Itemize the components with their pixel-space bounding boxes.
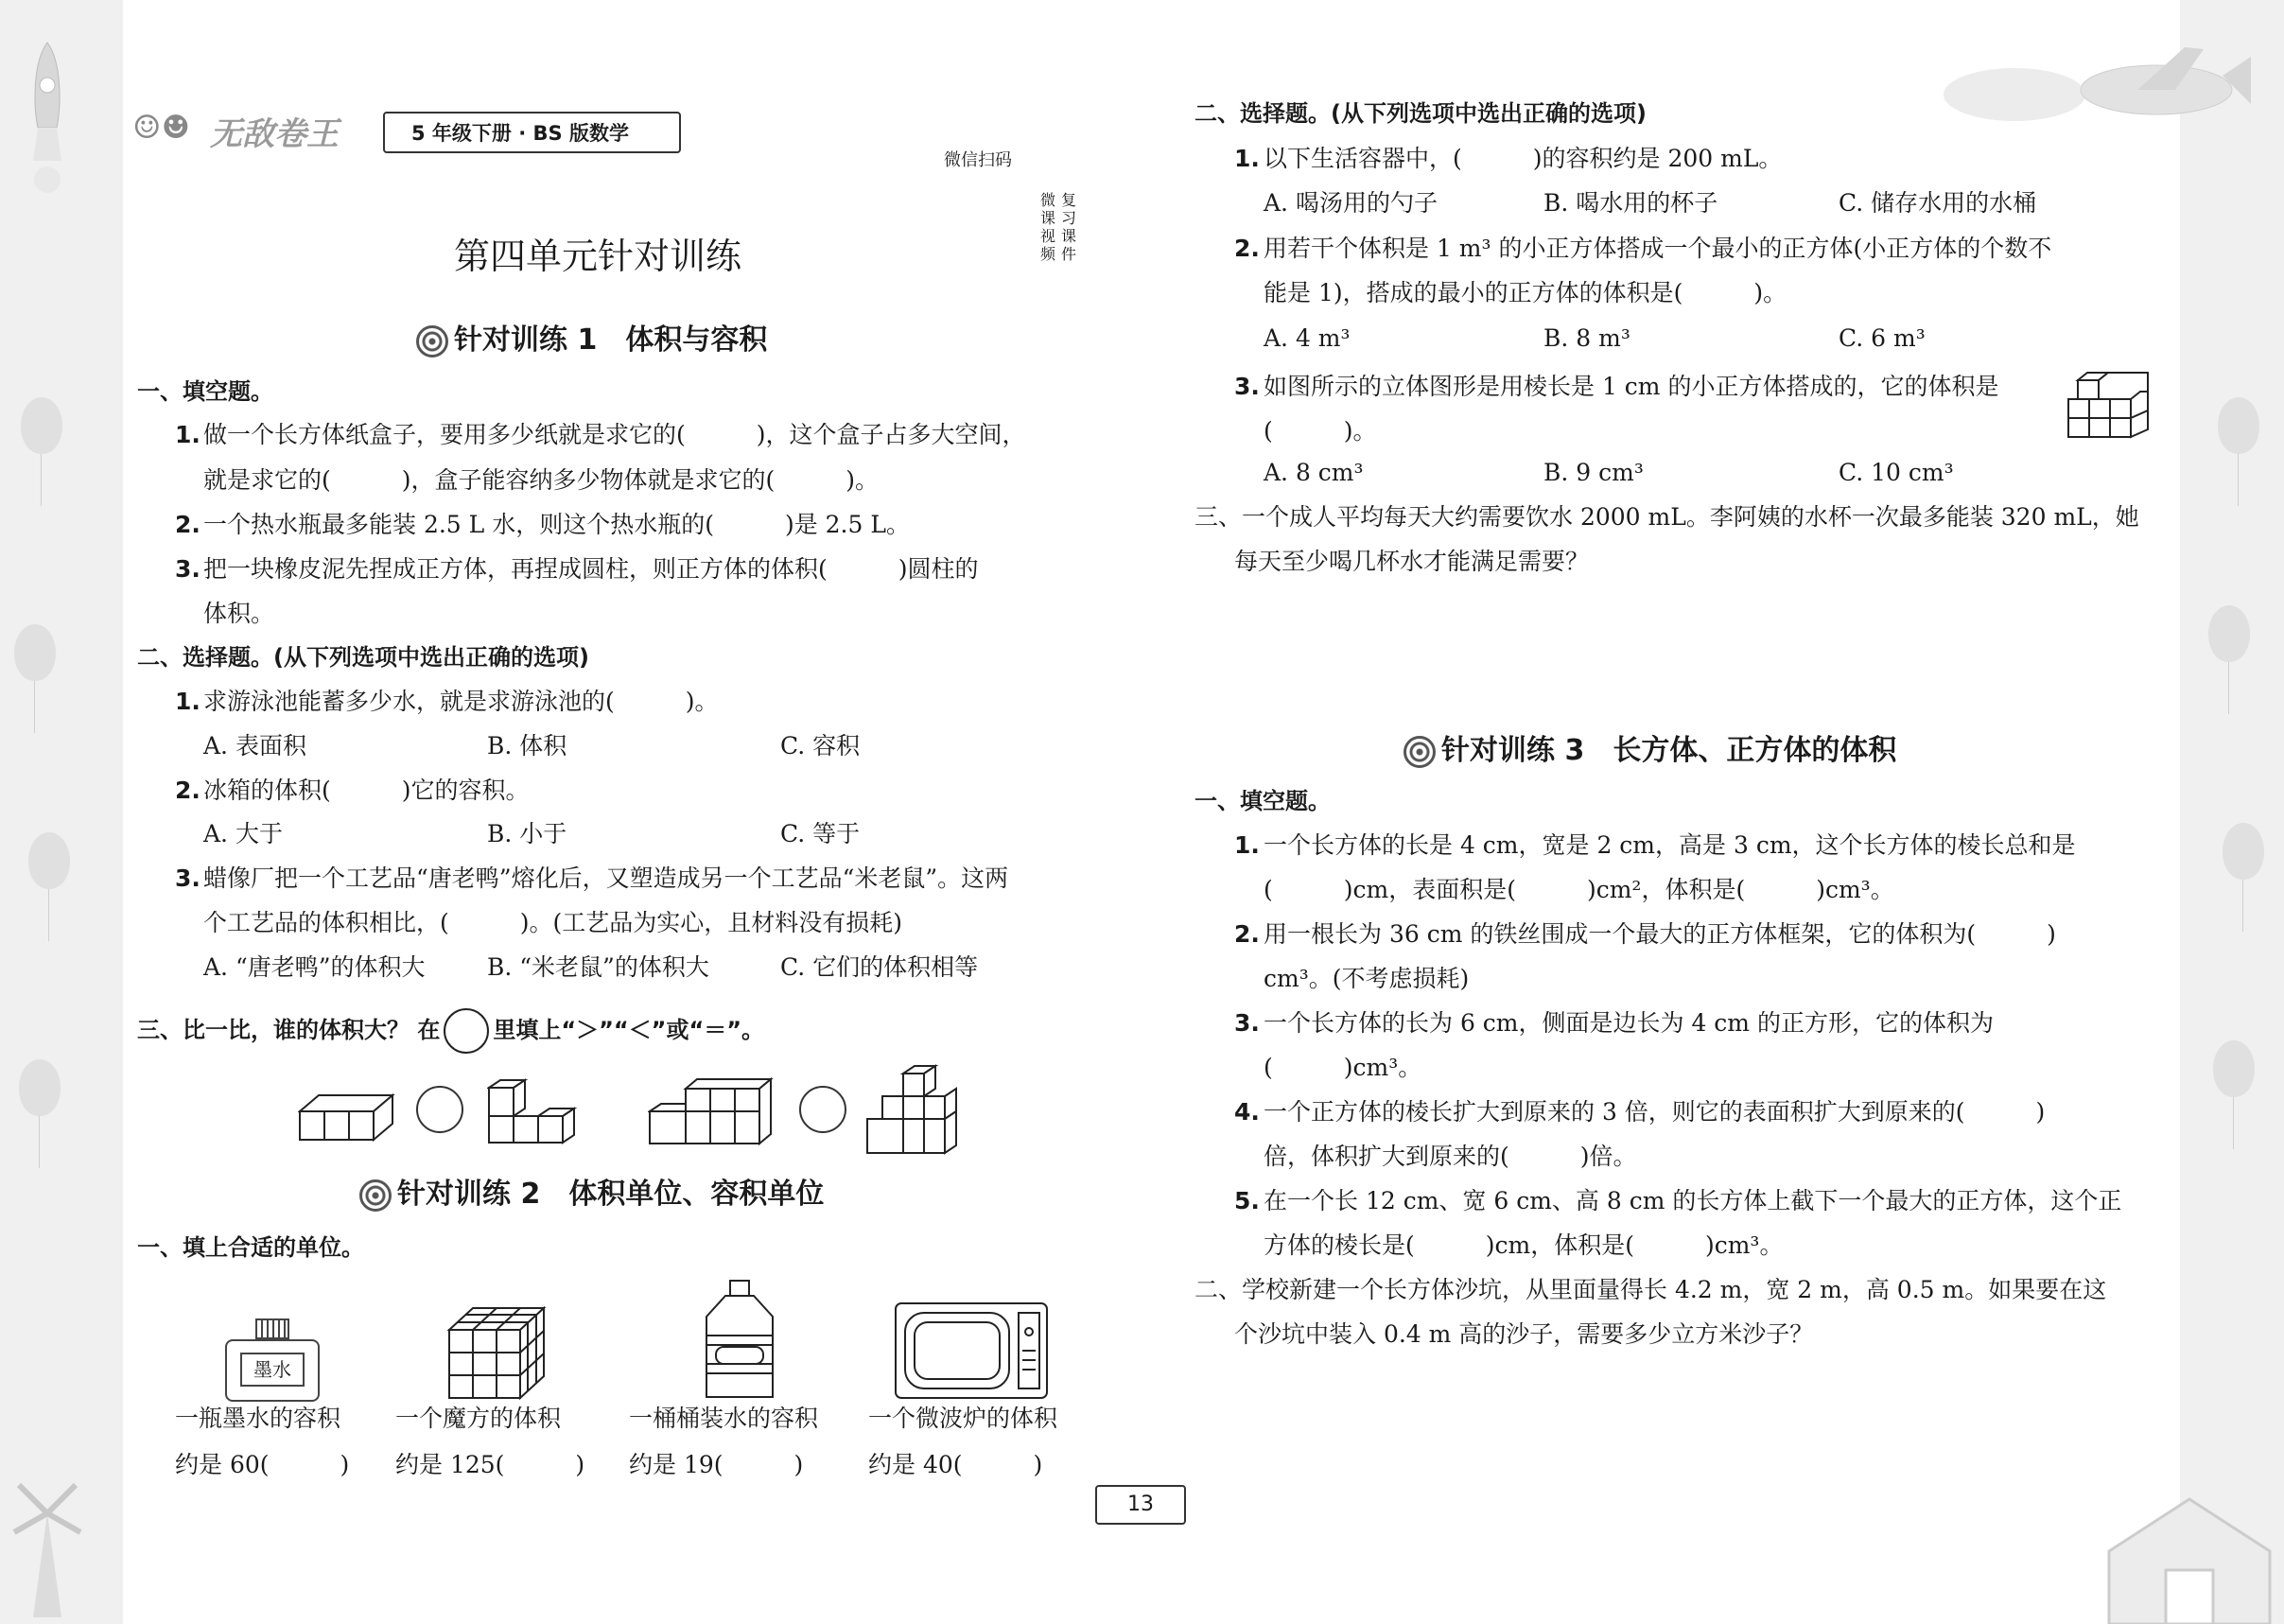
question-number: 2. bbox=[175, 511, 201, 538]
section-title-text: 针对训练 1 体积与容积 bbox=[454, 323, 768, 357]
brand-logo bbox=[132, 104, 378, 151]
question-text: 就是求它的( )，盒子能容纳多少物体就是求它的( )。 bbox=[203, 466, 880, 494]
fill-blank-heading: 一、填空题。 bbox=[1194, 788, 1331, 814]
rocket-icon bbox=[19, 38, 76, 199]
item-label: 约是 19( ) bbox=[629, 1451, 804, 1478]
word-problem-text: 每天至少喝几杯水才能满足需要？ bbox=[1234, 548, 1590, 575]
answer-circle[interactable] bbox=[799, 1086, 846, 1133]
question-number: 4. bbox=[1234, 1098, 1260, 1126]
question-text: 一个长方体的长为 6 cm，侧面是边长为 4 cm 的正方形，它的体积为 bbox=[1264, 1009, 1994, 1037]
balloon-icon bbox=[28, 832, 70, 889]
question-number: 1. bbox=[1234, 831, 1260, 859]
question-text: 用一根长为 36 cm 的铁丝围成一个最大的正方体框架，它的体积为( ) bbox=[1264, 920, 2056, 948]
question-text: cm³。(不考虑损耗) bbox=[1264, 965, 1470, 992]
option-c: C. 它们的体积相等 bbox=[780, 953, 979, 981]
option-a: A. “唐老鸭”的体积大 bbox=[203, 953, 426, 981]
option-b: B. 喝水用的杯子 bbox=[1543, 189, 1718, 217]
left-decoration-strip bbox=[0, 0, 123, 1624]
stacked-cubes-figure bbox=[2066, 369, 2152, 440]
page-number: 13 bbox=[1127, 1493, 1154, 1516]
balloon-icon bbox=[19, 1059, 61, 1116]
question-number: 3. bbox=[1234, 373, 1260, 400]
cube-figure-3 bbox=[648, 1075, 780, 1149]
section-title-text: 针对训练 3 长方体、正方体的体积 bbox=[1441, 734, 1897, 767]
question-text: 倍，体积扩大到原来的( )倍。 bbox=[1264, 1143, 1637, 1170]
question-number: 2. bbox=[175, 777, 201, 804]
option-c: C. 容积 bbox=[780, 732, 861, 760]
item-label: 一个微波炉的体积 bbox=[868, 1405, 1058, 1432]
option-a: A. 大于 bbox=[203, 820, 283, 847]
question-number: 3. bbox=[175, 555, 201, 583]
balloon-icon bbox=[2223, 823, 2264, 880]
balloon-icon bbox=[21, 397, 62, 454]
option-b: B. 体积 bbox=[487, 732, 567, 760]
rubiks-cube-icon bbox=[445, 1303, 549, 1403]
windmill-icon bbox=[9, 1476, 113, 1617]
cube-figure-2 bbox=[487, 1078, 582, 1146]
units-heading: 一、填上合适的单位。 bbox=[137, 1234, 364, 1261]
option-c: C. 10 cm³ bbox=[1839, 459, 1954, 486]
answer-circle[interactable] bbox=[416, 1086, 463, 1133]
compare-circle-icon bbox=[444, 1008, 489, 1054]
question-text: 如图所示的立体图形是用棱长是 1 cm 的小正方体搭成的，它的体积是 bbox=[1264, 373, 1999, 400]
page-number-badge bbox=[1095, 1485, 1186, 1525]
cube-figure-1 bbox=[298, 1088, 397, 1144]
brand-name: 无敌卷王 bbox=[210, 115, 339, 153]
question-text: 体积。 bbox=[203, 600, 275, 627]
question-text: 在一个长 12 cm、宽 6 cm、高 8 cm 的长方体上截下一个最大的正方体，这个正 bbox=[1264, 1187, 2122, 1214]
question-number: 2. bbox=[1234, 920, 1260, 948]
question-text: 求游泳池能蓄多少水，就是求游泳池的( )。 bbox=[203, 688, 719, 715]
option-c: C. 等于 bbox=[780, 820, 861, 847]
barn-icon bbox=[2100, 1494, 2279, 1624]
option-b: B. 8 m³ bbox=[1543, 324, 1630, 352]
word-problem-text: 三、一个成人平均每天大约需要饮水 2000 mL。李阿姨的水杯一次最多能装 320 mL，她 bbox=[1194, 503, 2139, 531]
section-title-2 bbox=[359, 1170, 824, 1212]
option-b: B. 9 cm³ bbox=[1543, 459, 1644, 486]
question-text: 个工艺品的体积相比，( )。(工艺品为实心，且材料没有损耗) bbox=[203, 909, 903, 936]
balloon-icon bbox=[2213, 1040, 2255, 1097]
microwave-icon bbox=[894, 1298, 1055, 1404]
wechat-scan-label: 微信扫码 bbox=[944, 150, 1012, 170]
question-number: 1. bbox=[1234, 145, 1260, 172]
question-text: 冰箱的体积( )它的容积。 bbox=[203, 777, 530, 804]
question-text: ( )。 bbox=[1264, 417, 1377, 445]
option-c: C. 储存水用的水桶 bbox=[1839, 189, 2037, 217]
balloon-icon bbox=[2208, 605, 2250, 662]
question-number: 5. bbox=[1234, 1187, 1260, 1214]
item-label: 约是 125( ) bbox=[395, 1451, 585, 1478]
option-a: A. 表面积 bbox=[203, 732, 306, 760]
ink-label: 墨水 bbox=[240, 1353, 305, 1387]
item-label: 一桶桶装水的容积 bbox=[629, 1405, 819, 1432]
question-text: 以下生活容器中，( )的容积约是 200 mL。 bbox=[1264, 145, 1783, 172]
right-decoration-strip bbox=[2180, 0, 2284, 1624]
section-title-text: 针对训练 2 体积单位、容积单位 bbox=[397, 1178, 825, 1211]
airplane-icon bbox=[1939, 38, 2260, 151]
item-label: 一个魔方的体积 bbox=[395, 1405, 562, 1432]
choice-heading: 二、选择题。(从下列选项中选出正确的选项) bbox=[1194, 100, 1647, 127]
question-text: 一个热水瓶最多能装 2.5 L 水，则这个热水瓶的( )是 2.5 L。 bbox=[203, 511, 910, 538]
choice-heading: 二、选择题。(从下列选项中选出正确的选项) bbox=[137, 644, 589, 671]
water-jug-icon bbox=[697, 1279, 782, 1404]
target-icon bbox=[1404, 736, 1436, 768]
question-text: 蜡像厂把一个工艺品“唐老鸭”熔化后，又塑造成另一个工艺品“米老鼠”。这两 bbox=[203, 864, 1009, 892]
page-title: 第四单元针对训练 bbox=[454, 236, 742, 277]
option-a: A. 8 cm³ bbox=[1264, 459, 1364, 486]
compare-heading bbox=[137, 1008, 764, 1054]
word-problem-text: 二、学校新建一个长方体沙坑，从里面量得长 4.2 m，宽 2 m，高 0.5 m。如果要在这 bbox=[1194, 1276, 2107, 1303]
question-text: ( )cm，表面积是( )cm²，体积是( )cm³。 bbox=[1264, 876, 1894, 903]
question-number: 3. bbox=[1234, 1009, 1260, 1037]
question-number: 2. bbox=[1234, 235, 1260, 262]
question-text: 一个正方体的棱长扩大到原来的 3 倍，则它的表面积扩大到原来的( ) bbox=[1264, 1098, 2046, 1126]
grade-banner bbox=[383, 112, 681, 153]
cube-figure-4 bbox=[865, 1064, 969, 1159]
target-icon bbox=[359, 1179, 392, 1212]
question-text: 方体的棱长是( )cm，体积是( )cm³。 bbox=[1264, 1231, 1784, 1259]
review-files-label: 复习课件 bbox=[1061, 191, 1077, 263]
question-text: 做一个长方体纸盒子，要用多少纸就是求它的( )，这个盒子占多大空间， bbox=[203, 421, 1026, 448]
balloon-icon bbox=[14, 624, 56, 681]
option-a: A. 4 m³ bbox=[1264, 324, 1351, 352]
grade-label: 5 年级下册 · BS 版数学 bbox=[411, 122, 629, 145]
question-number: 1. bbox=[175, 688, 201, 715]
question-text: 把一块橡皮泥先捏成正方体，再捏成圆柱，则正方体的体积( )圆柱的 bbox=[203, 555, 979, 583]
option-b: B. “米老鼠”的体积大 bbox=[487, 953, 709, 981]
fill-blank-heading: 一、填空题。 bbox=[137, 378, 273, 405]
word-problem-text: 个沙坑中装入 0.4 m 高的沙子，需要多少立方米沙子？ bbox=[1234, 1320, 1814, 1348]
section-title-1 bbox=[416, 316, 767, 358]
question-text: 用若干个体积是 1 m³ 的小正方体搭成一个最小的正方体(小正方体的个数不 bbox=[1264, 235, 2052, 262]
compare-heading-text: 里填上“＞”“＜”或“＝”。 bbox=[493, 1017, 764, 1043]
option-b: B. 小于 bbox=[487, 820, 567, 847]
section-title-3 bbox=[1404, 726, 1896, 768]
item-label: 约是 40( ) bbox=[868, 1451, 1043, 1478]
option-c: C. 6 m³ bbox=[1839, 324, 1926, 352]
item-label: 约是 60( ) bbox=[175, 1451, 350, 1478]
question-number: 3. bbox=[175, 864, 201, 892]
micro-video-label: 微课视频 bbox=[1040, 191, 1056, 263]
question-text: 一个长方体的长是 4 cm，宽是 2 cm，高是 3 cm，这个长方体的棱长总和是 bbox=[1264, 831, 2076, 859]
option-a: A. 喝汤用的勺子 bbox=[1264, 189, 1438, 217]
target-icon bbox=[416, 325, 448, 358]
kids-icon: ☺☻ bbox=[132, 109, 190, 147]
question-text: 能是 1)，搭成的最小的正方体的体积是( )。 bbox=[1264, 279, 1787, 306]
compare-heading-text: 三、比一比，谁的体积大？ 在 bbox=[137, 1017, 441, 1043]
question-number: 1. bbox=[175, 421, 201, 448]
item-label: 一瓶墨水的容积 bbox=[175, 1405, 341, 1432]
question-text: ( )cm³。 bbox=[1264, 1054, 1422, 1081]
ink-bottle-icon bbox=[225, 1339, 320, 1402]
balloon-icon bbox=[2218, 397, 2259, 454]
